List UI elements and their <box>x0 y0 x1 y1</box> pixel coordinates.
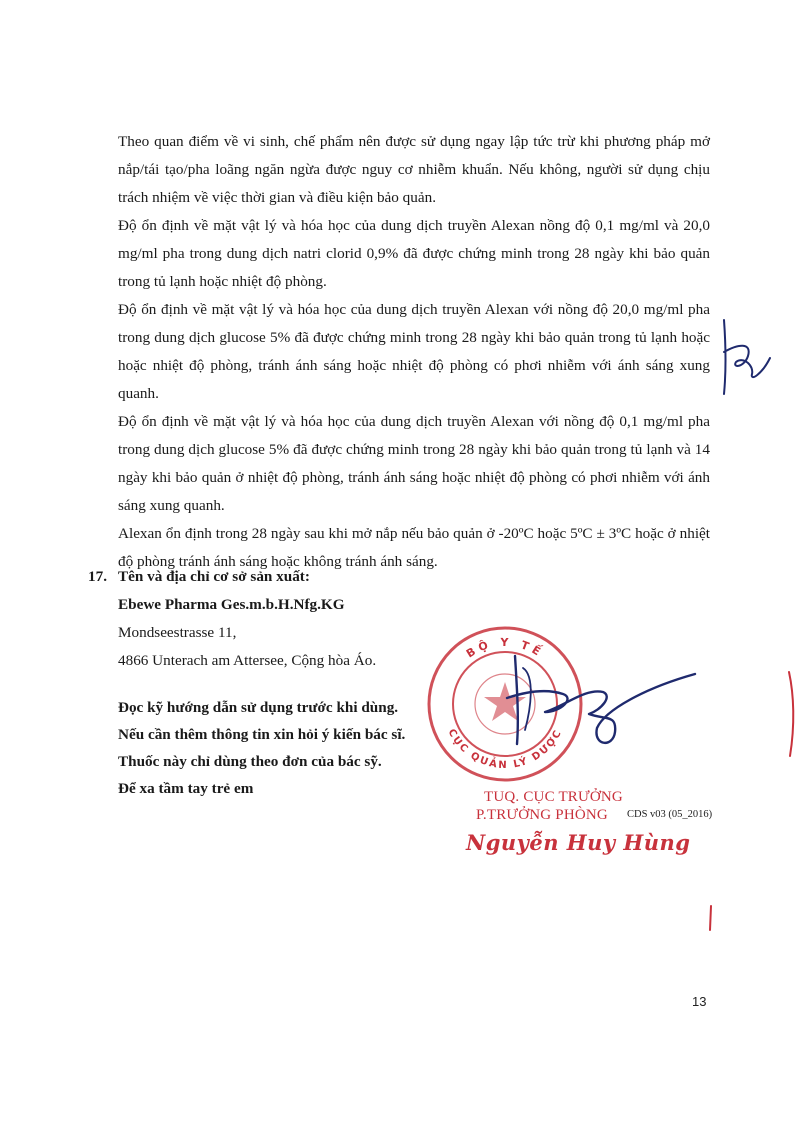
usage-advice <box>118 694 405 802</box>
signature-title-line1: TUQ. CỤC TRƯỞNG <box>484 789 623 805</box>
paragraph-stability-opened: Alexan ổn định trong 28 ngày sau khi mở nắp nếu bảo quản ở -20ºC hoặc 5ºC ± 3ºC hoặc ở nhiệt độ phòng tránh ánh sáng hoặc không tránh ánh sáng. <box>118 525 710 570</box>
manufacturer-name: Ebewe Pharma Ges.m.b.H.Nfg.KG <box>118 596 345 613</box>
section-title: Tên và địa chỉ cơ sở sản xuất: <box>118 568 310 585</box>
manufacturer-block <box>118 591 376 675</box>
advice-line: Thuốc này chỉ dùng theo đơn của bác sỹ. <box>118 753 382 770</box>
advice-line: Để xa tầm tay trẻ em <box>118 780 254 797</box>
section-number: 17. <box>88 568 107 585</box>
seal-ring-bottom: CỤC QUẢN LÝ DƯỢC <box>445 727 565 772</box>
advice-line: Nếu cần thêm thông tin xin hỏi ý kiến bác sĩ. <box>118 726 406 743</box>
margin-initials-icon <box>718 318 778 398</box>
section-heading <box>88 563 310 591</box>
document-code: CDS v03 (05_2016) <box>627 809 713 820</box>
signature-title-line2: P.TRƯỞNG PHÒNG <box>476 807 608 823</box>
paragraph-stability-nacl: Độ ổn định về mặt vật lý và hóa học của dung dịch truyền Alexan nồng độ 0,1 mg/ml và 20,0 mg/ml pha trong dung dịch natri clorid 0,9% đã được chứng minh trong 28 ngày khi bảo quản trong tủ lạnh hoặc nhiệt độ phòng. <box>118 217 710 290</box>
manufacturer-street: Mondseestrasse 11, <box>118 624 237 641</box>
handwritten-signature-icon <box>505 648 705 758</box>
seal-ring-top: BỘ Y TẾ <box>464 635 547 661</box>
paragraph-microbiology: Theo quan điểm về vi sinh, chế phẩm nên được sử dụng ngay lập tức trừ khi phương pháp mở nắp/tái tạo/pha loãng ngăn ngừa được nguy cơ nhiễm khuẩn. Nếu không, người sử dụng chịu trách nhiệm về việc thời gian và điều kiện bảo quản. <box>118 133 710 206</box>
signatory-name: Nguyễn Huy Hùng <box>466 830 691 855</box>
red-edge-mark-icon <box>706 904 716 934</box>
paragraph-stability-glucose-20: Độ ổn định về mặt vật lý và hóa học của dung dịch truyền Alexan với nồng độ 20,0 mg/ml pha trong dung dịch glucose 5% đã được chứng minh trong 28 ngày khi bảo quản trong tủ lạnh hoặc hoặc nhiệt độ phòng, tránh ánh sáng hoặc nhiệt độ phòng có phơi nhiễm với ánh sáng xung quanh. <box>118 301 710 402</box>
paragraph-stability-glucose-01: Độ ổn định về mặt vật lý và hóa học của dung dịch truyền Alexan với nồng độ 0,1 mg/ml pha trong dung dịch glucose 5% đã được chứng minh trong 28 ngày khi bảo quản trong tủ lạnh và 14 ngày khi bảo quản ở nhiệt độ phòng, tránh ánh sáng hoặc nhiệt độ phòng có phơi nhiễm với ánh sáng xung quanh. <box>118 413 710 514</box>
storage-instructions <box>118 128 710 576</box>
manufacturer-city: 4866 Unterach am Attersee, Cộng hòa Áo. <box>118 652 377 669</box>
red-edge-mark-icon <box>786 670 798 760</box>
page-number: 13 <box>692 994 707 1009</box>
advice-line: Đọc kỹ hướng dẫn sử dụng trước khi dùng. <box>118 699 399 716</box>
